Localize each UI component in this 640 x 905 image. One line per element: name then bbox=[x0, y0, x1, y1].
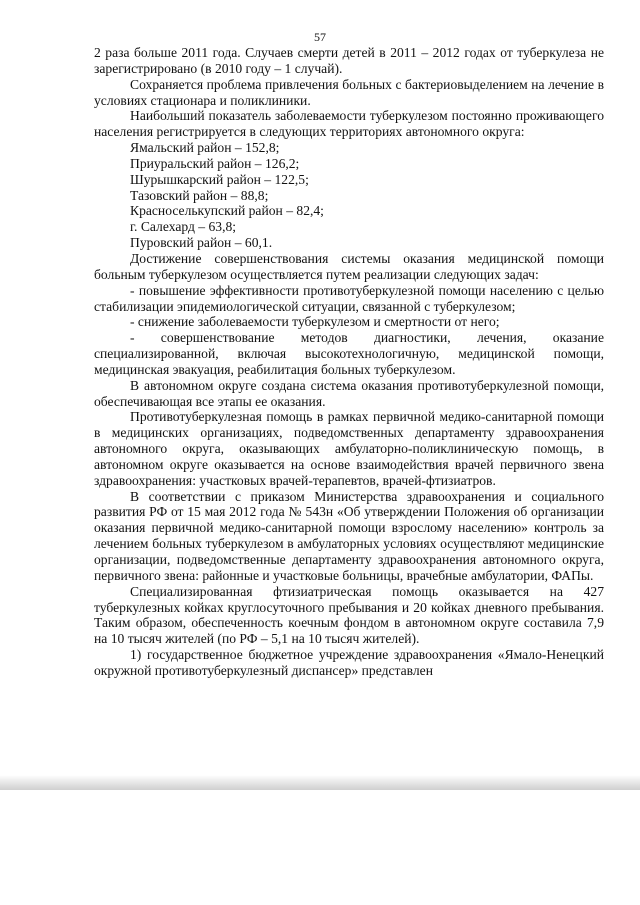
task-item: - снижение заболеваемости туберкулезом и смертности от него; bbox=[130, 314, 500, 330]
district-item: Шурышкарский район – 122,5; bbox=[130, 171, 309, 187]
district-item: г. Салехард – 63,8; bbox=[130, 219, 237, 235]
district-item: Приуральский район – 126,2; bbox=[130, 155, 300, 171]
paragraph-system: В автономном округе создана система оказания противотуберкулезной помощи, обеспечивающая все этапы ее оказания. bbox=[94, 377, 604, 409]
district-item: Ямальский район – 152,8; bbox=[130, 140, 280, 156]
paragraph-highest-incidence: Наибольший показатель заболеваемости туберкулезом постоянно проживающего населения регистрируется в следующих территориях автономного округа: bbox=[94, 108, 604, 140]
paragraph-ministry-order: В соответствии с приказом Министерства здравоохранения и социального развития РФ от 15 мая 2012 года № 543н «Об утверждении Положения об организации оказания первичной медико-санитарной помощи взрослому населению» контроль за лечением больных туберкулезом в амбулаторных условиях осуществляют медицинские организации, подведомственные департаменту здравоохранения автономного округа, первичного звена: районные и участковые больницы, врачебные амбулатории, ФАПы. bbox=[94, 488, 604, 583]
task-item: - повышение эффективности противотуберкулезной помощи населению с целью стабилизации эпидемиологической ситуации, связанной с туберкулезом; bbox=[94, 282, 604, 314]
paragraph-specialized-care: Специализированная фтизиатрическая помощь оказывается на 427 туберкулезных койках круглосуточного пребывания и 20 койках дневного пребывания. Таким образом, обеспеченность коечным фондом в автономном округе составила 7,9 на 10 тысяч жителей (по РФ – 5,1 на 10 тысяч жителей). bbox=[94, 583, 604, 647]
scan-bottom-edge bbox=[0, 775, 640, 790]
paragraph-tasks-intro: Достижение совершенствования системы оказания медицинской помощи больным туберкулезом осуществляется путем реализации следующих задач: bbox=[94, 250, 604, 282]
paragraph-primary-care: Противотуберкулезная помощь в рамках первичной медико-санитарной помощи в медицинских организациях, подведомственных департаменту здравоохранения автономного округа, оказывающих амбулаторно-поликлиническую помощь, в автономном округе оказывается на основе взаимодействия врачей первичного звена здравоохранения: участковых врачей-терапевтов, врачей-фтизиатров. bbox=[94, 409, 604, 488]
paragraph-death-cases: 2 раза больше 2011 года. Случаев смерти детей в 2011 – 2012 годах от туберкулеза не зарегистрировано (в 2010 году – 1 случай). bbox=[94, 45, 604, 76]
district-list bbox=[94, 140, 604, 251]
task-item: - совершенствование методов диагностики, лечения, оказание специализированной, включая высокотехнологичную, медицинской помощи, медицинская эвакуация, реабилитация больных туберкулезом. bbox=[94, 330, 604, 377]
paragraph-bacteria-problem: Сохраняется проблема привлечения больных с бактериовыделением на лечение в условиях стационара и поликлиники. bbox=[94, 76, 604, 108]
district-item: Тазовский район – 88,8; bbox=[130, 187, 269, 203]
paragraph-dispensary: 1) государственное бюджетное учреждение здравоохранения «Ямало-Ненецкий окружной противотуберкулезный диспансер» представлен bbox=[94, 647, 604, 678]
district-item: Пуровский район – 60,1. bbox=[130, 235, 273, 251]
document-body bbox=[94, 45, 604, 679]
district-item: Красноселькупский район – 82,4; bbox=[130, 203, 324, 219]
page-number: 57 bbox=[314, 30, 326, 44]
